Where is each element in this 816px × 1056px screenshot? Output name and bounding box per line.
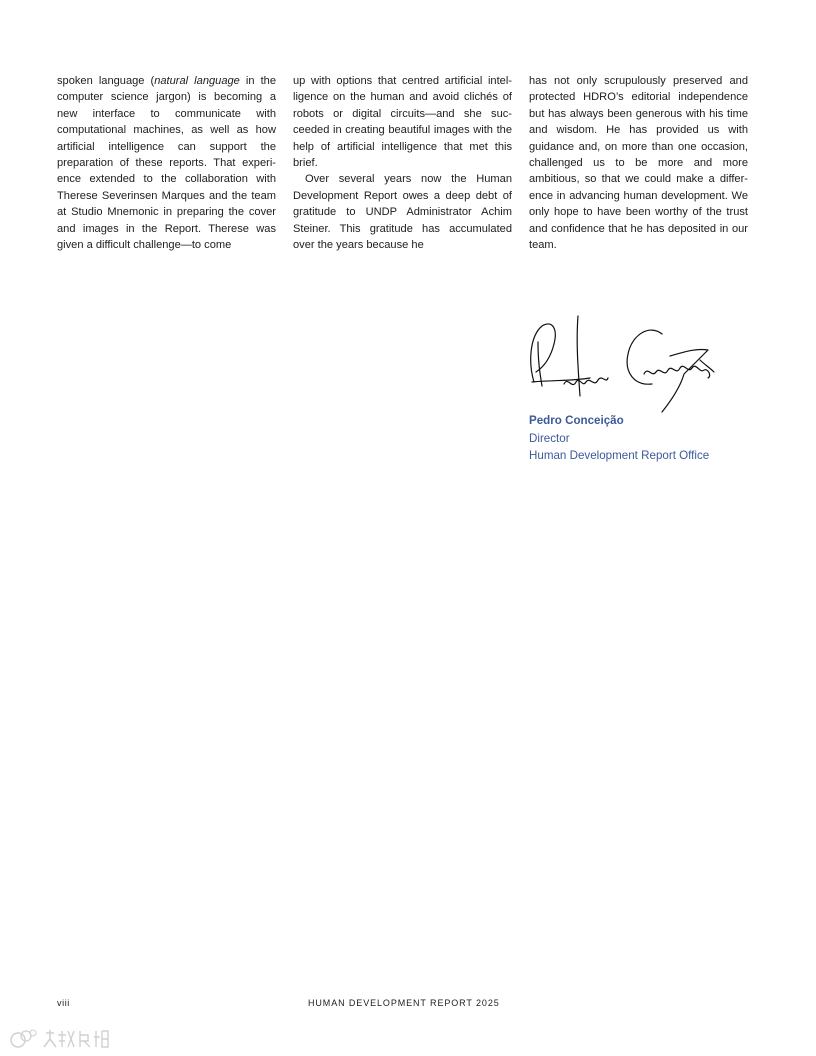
paragraph: has not only scrupulously preserved and protected HDRO’s editorial independence but has always been generous with his time and wisdom. He has provided us with guidance and, on more than one occasion, challenged us to be more and more ambitious, so that we could make a difference in advancing human development. We only hope to have been worthy of the trust and confidence that he has deposited in our team. (529, 75, 748, 252)
handwritten-signature (524, 312, 724, 416)
paragraph: spoken language (natural language in the computer science jargon) is becoming a new interface to communicate with computational machines, as well as how artificial intelligence can support the preparation of these reports. That experience extended to the collaboration with Therese Severinsen Marques and the team at Studio Mnemonic in preparing the cover and images in the Report. Therese was given a difficult challenge—to come (57, 75, 276, 252)
signatory-role: Director (529, 431, 570, 445)
text-column-2 (293, 73, 512, 253)
paragraph: up with options that centred artificial intelligence on the human and avoid clichés of robots or digital circuits—and she succeeded in creating beautiful images with the help of artificial intelligence that met this brief. (293, 75, 512, 170)
signatory-block (529, 412, 709, 465)
text-column-1 (57, 73, 276, 253)
page-number: viii (57, 998, 70, 1008)
signatory-office: Human Development Report Office (529, 449, 710, 462)
signatory-name: Pedro Conceição (529, 414, 624, 427)
paragraph: Over several years now the Human Development Report owes a deep debt of gratitude to UNDP Administrator Achim Steiner. This gratitude has accumulated over the years because he (293, 173, 512, 252)
running-footer-title: HUMAN DEVELOPMENT REPORT 2025 (308, 998, 500, 1008)
text-column-3 (529, 73, 748, 253)
italic-term: natural language (154, 75, 240, 87)
watermark-logo (8, 1027, 112, 1051)
